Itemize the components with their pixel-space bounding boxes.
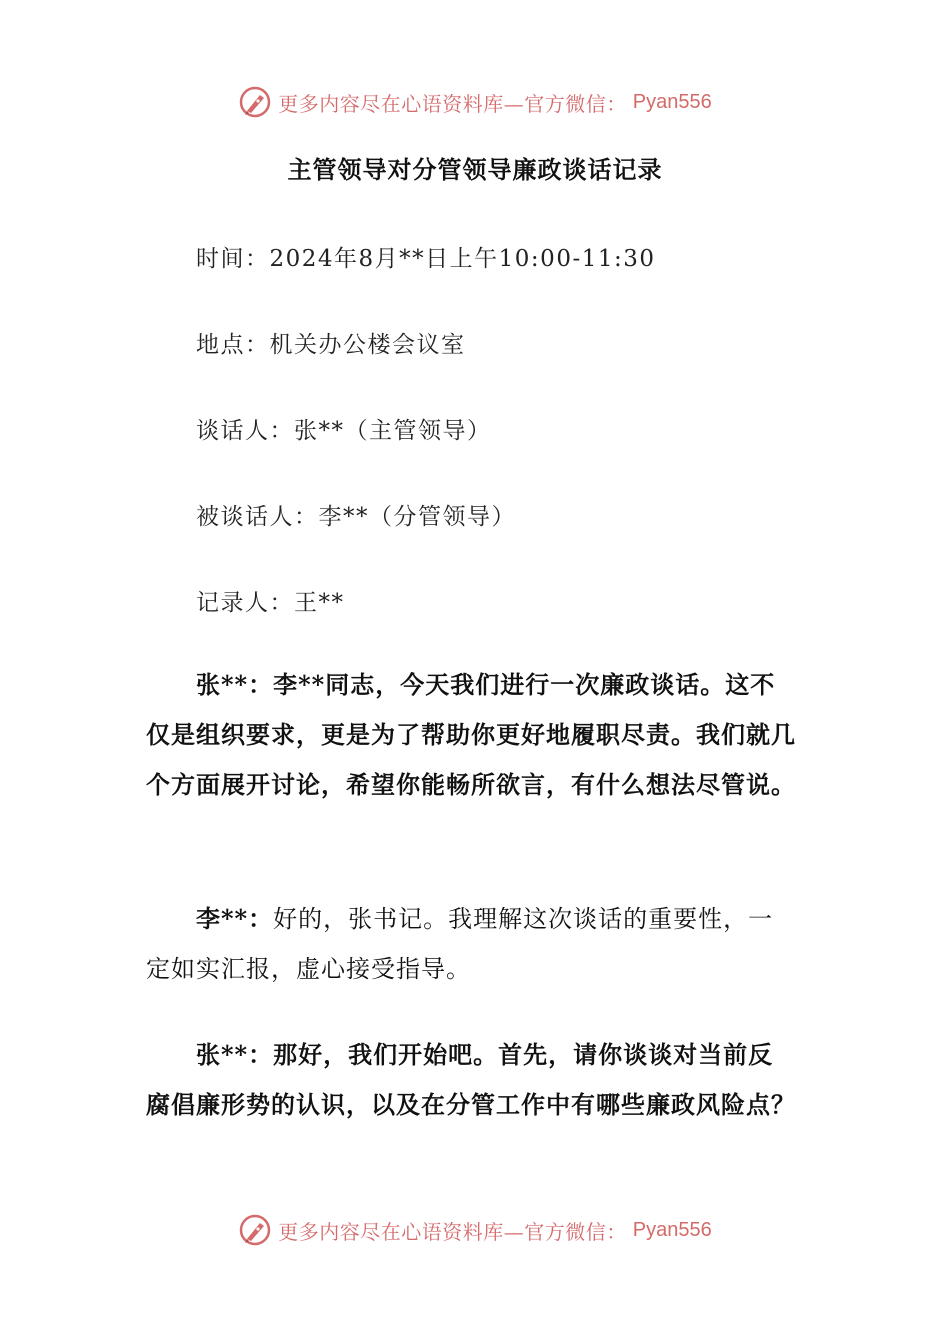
pen-nib-logo-icon <box>238 85 272 119</box>
meta-time: 时间：2024年8月**日上午10:00-11:30 <box>196 246 656 272</box>
dialogue-paragraph-1 <box>146 660 796 810</box>
dialogue-text: 好的，张书记。我理解这次谈话的重要性，一定如实汇报，虚心接受指导。 <box>146 905 774 983</box>
dialogue-text: 李**同志，今天我们进行一次廉政谈话。这不仅是组织要求，更是为了帮助你更好地履职尽责。我们就几个方面展开讨论，希望你能畅所欲言，有什么想法尽管说。 <box>146 670 796 799</box>
dialogue-text: 那好，我们开始吧。首先，请你谈谈对当前反腐倡廉形势的认识，以及在分管工作中有哪些廉政风险点？ <box>146 1040 796 1119</box>
dialogue-speaker: 李**： <box>196 904 274 933</box>
watermark-text: 更多内容尽在心语资料库—官方微信： <box>278 91 627 116</box>
watermark-wechat-id: Pyan556 <box>632 90 712 113</box>
pen-nib-logo-icon <box>238 1213 272 1247</box>
watermark-header <box>0 82 950 122</box>
dialogue-speaker: 张**： <box>196 1040 274 1069</box>
dialogue-speaker: 张**： <box>196 670 274 699</box>
document-title: 主管领导对分管领导廉政谈话记录 <box>287 155 663 184</box>
dialogue-paragraph-3 <box>146 1030 796 1130</box>
meta-interviewee: 被谈话人：李**（分管领导） <box>196 504 516 530</box>
watermark-text: 更多内容尽在心语资料库—官方微信： <box>278 1219 627 1244</box>
meta-place: 地点：机关办公楼会议室 <box>196 332 466 358</box>
dialogue-paragraph-2 <box>146 894 796 994</box>
meta-recorder: 记录人：王** <box>196 590 345 616</box>
watermark-wechat-id: Pyan556 <box>632 1218 712 1241</box>
watermark-footer <box>0 1210 950 1250</box>
meta-interviewer: 谈话人：张**（主管领导） <box>196 418 492 444</box>
